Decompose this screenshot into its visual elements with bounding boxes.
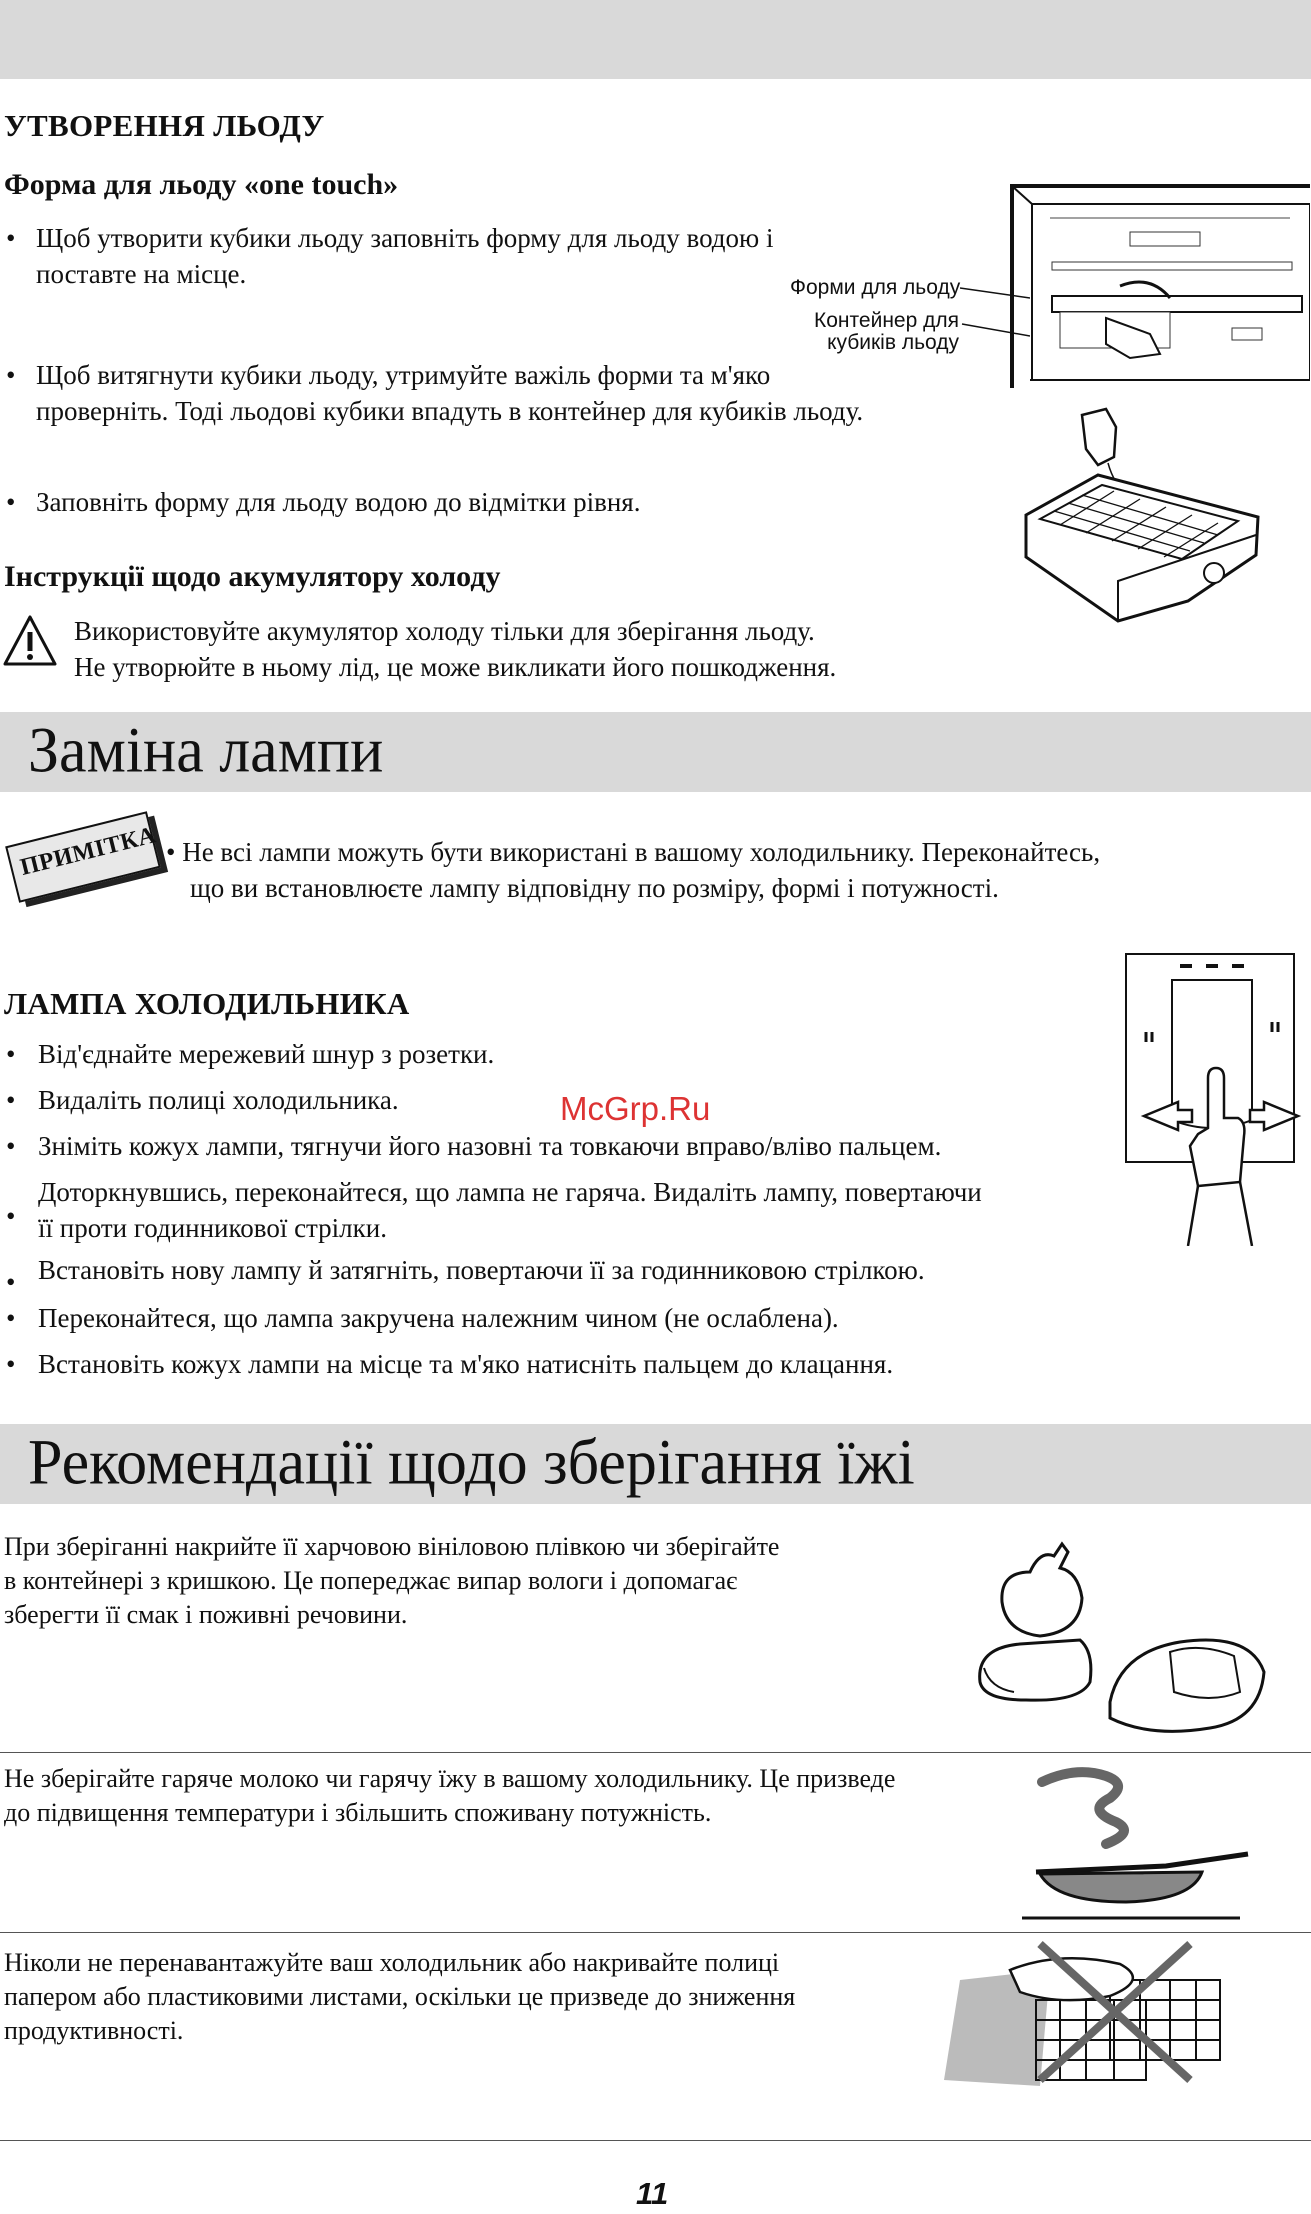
storage-p1-line: зберегти її смак і поживні речовини. [4,1600,408,1629]
lamp-step-line-2: її проти годинникової стрілки. [38,1213,387,1243]
lamp-cover-illustration [1122,950,1308,1246]
lamp-note [166,834,1100,906]
section-band-storage [0,1424,1311,1504]
bullet-dot: • [6,1201,16,1231]
ice-subheading: Форма для льоду «one touch» [4,168,399,201]
header-bar [0,0,1311,79]
note-badge-label: ПРИМІТКА [17,822,159,881]
cold-pack-heading: Інструкції щодо акумулятору холоду [4,560,501,593]
bullet-dot: • [6,1039,16,1069]
bullet-dot: • [6,223,16,253]
storage-p3-line: папером або пластиковими листами, оскільки це призведе до зниження [4,1982,796,2011]
storage-p2-line: Не зберігайте гаряче молоко чи гарячу їжу в вашому холодильнику. Це призведе [4,1764,896,1793]
callout-ice-container-line-2: кубиків льоду [827,331,959,354]
lamp-step-text: Зніміть кожух лампи, тягнучи його назовні та товкаючи вправо/вліво пальцем. [38,1131,942,1161]
hot-dish-illustration [1016,1762,1252,1922]
section-title-storage: Рекомендації щодо зберігання їжі [28,1427,915,1499]
storage-p3-line: продуктивності. [4,2016,184,2045]
ice-bullet-1-line-2: поставте на місце. [36,259,247,289]
ice-heading: УТВОРЕННЯ ЛЬОДУ [4,108,325,143]
bullet-dot: • [6,1349,16,1379]
lamp-step-text: Встановіть нову лампу й затягніть, повертаючи її за годинниковою стрілкою. [38,1255,925,1285]
storage-paragraph-1 [4,1530,779,1632]
bullet-dot: • [6,1303,16,1333]
callout-ice-container-line-1: Контейнер для [814,309,959,332]
ice-tray-fill-illustration [1018,405,1264,627]
lamp-step-text: Переконайтеся, що лампа закручена належним чином (не ослаблена). [38,1303,839,1333]
warning-icon [2,614,58,668]
bullet-dot: • [6,1085,16,1115]
section-band-lamp [0,712,1311,792]
divider [0,2140,1311,2141]
lamp-note-line-1: Не всі лампи можуть бути використані в вашому холодильнику. Переконайтесь, [182,837,1101,867]
storage-p1-line: в контейнері з кришкою. Це попереджає випар вологи і допомагає [4,1566,738,1595]
lamp-step-text: Від'єднайте мережевий шнур з розетки. [38,1039,495,1069]
fridge-lamp-heading: ЛАМПА ХОЛОДИЛЬНИКА [4,986,410,1021]
overloaded-shelf-illustration [940,1940,1246,2086]
lamp-note-line-2: що ви встановлюєте лампу відповідну по розміру, формі і потужності. [190,873,999,903]
storage-p3-line: Ніколи не перенавантажуйте ваш холодильник або накривайте полиці [4,1948,780,1977]
callout-ice-container [793,310,959,354]
storage-paragraph-3 [4,1946,795,2048]
callout-leader-lines [960,284,1030,344]
ice-maker-illustration [1010,178,1310,390]
storage-p2-line: до підвищення температури і збільшить споживану потужність. [4,1798,712,1827]
ice-bullet-2-line-1: Щоб витягнути кубики льоду, утримуйте важіль форми та м'яко [36,360,771,390]
bullet-dot: • [6,487,16,517]
section-title-lamp: Заміна лампи [28,715,384,787]
divider [0,1752,1311,1753]
ice-bullet-3-text: Заповніть форму для льоду водою до відмітки рівня. [36,487,641,517]
callout-ice-tray: Форми для льоду [790,276,961,299]
bullet-dot: • [6,1131,16,1161]
divider [0,1932,1311,1933]
cold-pack-text [74,613,836,685]
bullet-dot: • [166,837,176,867]
watermark: McGrp.Ru [560,1090,711,1127]
cold-pack-line-1: Використовуйте акумулятор холоду тільки для зберігання льоду. [74,616,815,646]
storage-p1-line: При зберіганні накрийте її харчовою вініловою плівкою чи зберігайте [4,1532,780,1561]
lamp-step-text: Встановіть кожух лампи на місце та м'яко натисніть пальцем до клацання. [38,1349,894,1379]
cold-pack-line-2: Не утворюйте в ньому лід, це може викликати його пошкодження. [74,652,837,682]
bullet-dot: • [6,360,16,390]
page-number: 11 [636,2176,669,2211]
lamp-step-line-1: Доторкнувшись, переконайтеся, що лампа не гаряча. Видаліть лампу, повертаючи [38,1177,982,1207]
ice-bullet-1-line-1: Щоб утворити кубики льоду заповніть форму для льоду водою і [36,223,774,253]
storage-paragraph-2 [4,1762,895,1830]
wrapped-food-illustration [970,1532,1270,1748]
note-badge [5,811,161,903]
ice-bullet-2-line-2: проверніть. Тоді льодові кубики впадуть в контейнер для кубиків льоду. [36,396,864,426]
bullet-dot: • [6,1267,16,1297]
lamp-step-text: Видаліть полиці холодильника. [38,1085,399,1115]
